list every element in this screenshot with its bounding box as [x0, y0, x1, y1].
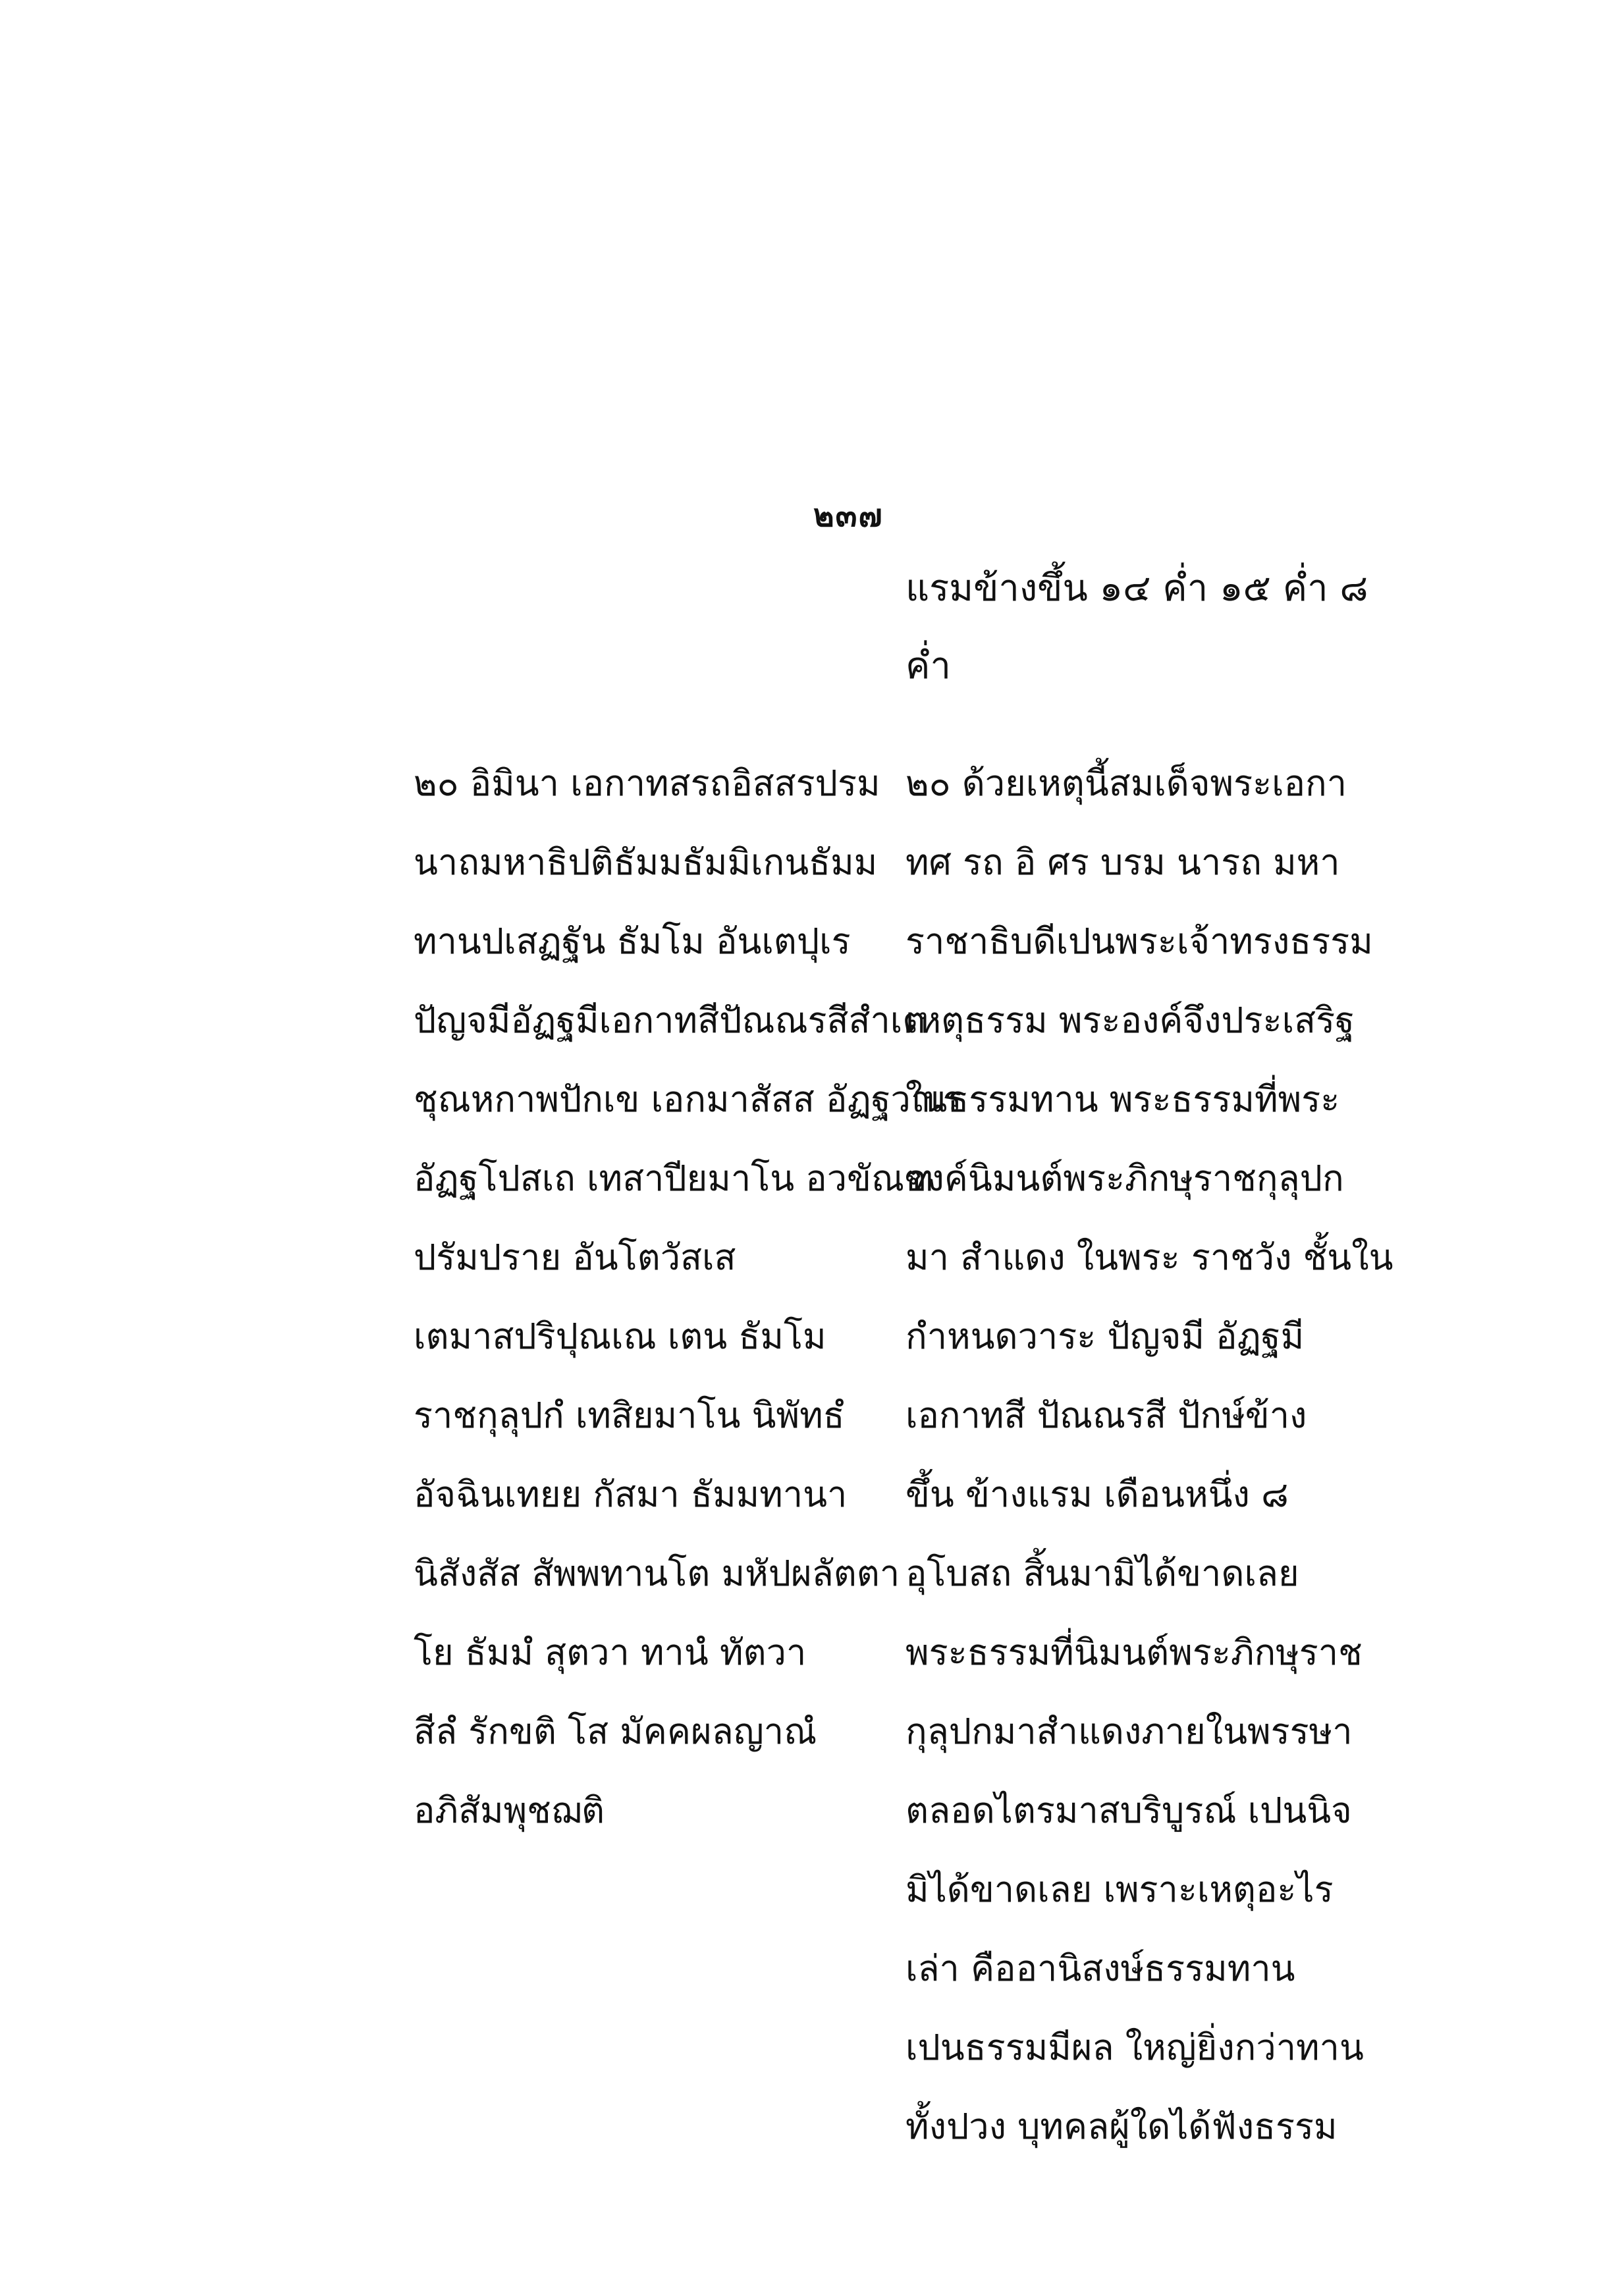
header-note-line: แรมข้างขึ้น ๑๔ ค่ำ ๑๕ ค่ำ ๘	[906, 567, 1368, 610]
pali-line: นิสังสัส สัพพทานโต มหัปผลัตตา	[414, 1553, 900, 1594]
header-note-line: ค่ำ	[906, 645, 951, 687]
pali-line: อภิสัมพุชฌติ	[414, 1790, 605, 1831]
pali-text-column	[414, 744, 962, 1850]
thai-line: เหตุธรรม พระองค์จึงประเสริฐ	[906, 1000, 1355, 1041]
thai-line: ทั้งปวง บุทคลผู้ใดได้ฟังธรรม	[906, 2106, 1338, 2147]
page-number: ๒๓๗	[813, 497, 884, 534]
pali-line: สีลํ รักขติ โส มัคคผลญาณํ	[414, 1711, 817, 1752]
pali-line: ปรัมปราย อันโตวัสเส	[414, 1237, 736, 1278]
pali-line: โย ธัมมํ สุตวา ทานํ ทัตวา	[414, 1632, 807, 1673]
thai-line: กุลุปกมาสำแดงภายในพรรษา	[906, 1711, 1353, 1752]
thai-line: ตลอดไตรมาสบริบูรณ์ เปนนิจ	[906, 1790, 1352, 1831]
pali-line: ราชกุลุปกํ เทสิยมาโน นิพัทธํ	[414, 1395, 845, 1436]
thai-line: กำหนดวาระ ปัญจมี อัฏฐมี	[906, 1316, 1305, 1357]
thai-line: ๒๐ ด้วยเหตุนี้สมเด็จพระเอกา	[906, 762, 1347, 804]
pali-line: ๒๐ อิมินา เอกาทสรถอิสสรปรม	[414, 762, 880, 804]
pali-line: อัฏฐโปสเถ เทสาปียมาโน อวขัณฑ	[414, 1158, 934, 1199]
thai-line: เปนธรรมมีผล ใหญ่ยิ่งกว่าทาน	[906, 2027, 1364, 2068]
thai-line: ทศ รถ อิ ศร บรม นารถ มหา	[906, 841, 1340, 883]
header-note	[906, 550, 1368, 705]
pali-line: ทานปเสฏฐัน ธัมโม อันเตปุเร	[414, 921, 851, 962]
pali-line: ชุณหกาพปักเข เอกมาสัสส อัฏฐวาเร	[414, 1079, 962, 1120]
thai-line: ขึ้น ข้างแรม เดือนหนึ่ง ๘	[906, 1474, 1289, 1515]
thai-line: มา สำแดง ในพระ ราชวัง ชั้นใน	[906, 1237, 1393, 1278]
pali-line: นาถมหาธิปติธัมมธัมมิเกนธัมม	[414, 841, 878, 883]
thai-line: ราชาธิบดีเปนพระเจ้าทรงธรรม	[906, 921, 1373, 962]
thai-line: พระธรรมที่นิมนต์พระภิกษุราช	[906, 1632, 1363, 1673]
thai-line: ในธรรมทาน พระธรรมที่พระ	[906, 1079, 1340, 1120]
thai-line: องค์นิมนต์พระภิกษุราชกุลุปก	[906, 1158, 1344, 1199]
pali-line: ปัญจมีอัฏฐมีเอกาทสีปัณณรสีสําเต	[414, 1000, 926, 1041]
thai-line: มิได้ขาดเลย เพราะเหตุอะไร	[906, 1869, 1334, 1910]
thai-line: เล่า คืออานิสงษ์ธรรมทาน	[906, 1948, 1295, 1989]
pali-line: อัจฉินเทยย กัสมา ธัมมทานา	[414, 1474, 848, 1515]
pali-line: เตมาสปริปุณเณ เตน ธัมโม	[414, 1316, 826, 1357]
thai-line: เอกาทสี ปัณณรสี ปักษ์ข้าง	[906, 1395, 1307, 1436]
thai-text-column	[906, 744, 1393, 2166]
thai-line: อุโบสถ สิ้นมามิได้ขาดเลย	[906, 1553, 1299, 1594]
